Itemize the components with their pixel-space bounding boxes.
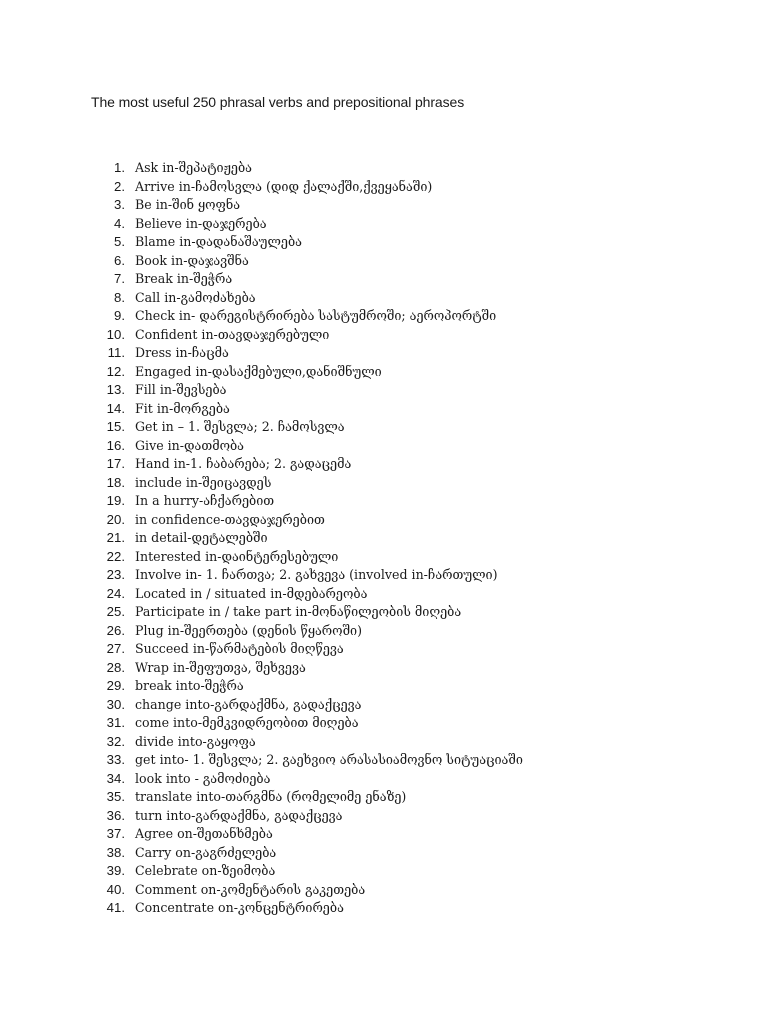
list-item (0, 899, 768, 918)
list-item-text: translate into-თარგმნა (რომელიმე ენაზე) (135, 789, 407, 804)
list-item-number: 12. (106, 363, 125, 379)
list-item-number: 31. (106, 715, 125, 730)
list-item-text: Carry on-გაგრძელება (135, 844, 277, 860)
list-item (0, 363, 768, 382)
list-item (0, 307, 768, 326)
list-item (0, 492, 768, 511)
list-item-text: Blame in-დადანაშაულება (135, 234, 302, 249)
list-item-number: 41. (106, 900, 125, 915)
list-item-number: 28. (106, 659, 125, 675)
list-item-text: Ask in-შეპატიჟება (135, 160, 252, 175)
list-item (0, 289, 768, 308)
list-item-text: Book in-დაჯავშნა (135, 252, 249, 268)
list-item-number: 22. (106, 548, 125, 564)
list-item-text: Dress in-ჩაცმა (135, 345, 229, 360)
list-item (0, 881, 768, 900)
list-item-number: 4. (114, 215, 125, 231)
list-item (0, 233, 768, 252)
list-item-text: Break in-შეჭრა (135, 271, 233, 286)
list-item-text: Agree on-შეთანხმება (135, 826, 273, 841)
list-item (0, 788, 768, 807)
phrase-list (0, 159, 768, 918)
list-item (0, 770, 768, 789)
list-item (0, 196, 768, 215)
list-item (0, 511, 768, 530)
list-item-text: Check in- დარეგისტრირება სასტუმროში; აეროპორტში (135, 308, 497, 323)
list-item-text: Fill in-შევსება (135, 382, 227, 397)
list-item (0, 659, 768, 678)
list-item (0, 400, 768, 419)
list-item (0, 566, 768, 585)
list-item-number: 23. (106, 567, 125, 582)
list-item-text: Believe in-დაჯერება (135, 215, 267, 231)
list-item-text: in detail-დეტალებში (135, 530, 268, 545)
list-item (0, 437, 768, 456)
list-item (0, 751, 768, 770)
list-item-number: 24. (106, 585, 125, 601)
list-item-number: 19. (106, 493, 125, 508)
list-item-number: 29. (106, 678, 125, 693)
list-item-number: 9. (114, 308, 125, 323)
list-item-text: Fit in-მორგება (135, 400, 230, 416)
list-item-number: 40. (106, 881, 125, 897)
list-item-number: 39. (106, 863, 125, 878)
list-item-text: Succeed in-წარმატების მიღწევა (135, 641, 344, 656)
list-item (0, 585, 768, 604)
list-item-number: 38. (106, 844, 125, 860)
list-item (0, 215, 768, 234)
list-item-text: break into-შეჭრა (135, 678, 244, 693)
list-item (0, 326, 768, 345)
list-item (0, 381, 768, 400)
list-item (0, 548, 768, 567)
list-item-number: 15. (106, 419, 125, 434)
list-item (0, 603, 768, 622)
list-item (0, 640, 768, 659)
list-item-number: 32. (106, 733, 125, 749)
list-item (0, 622, 768, 641)
list-item (0, 807, 768, 826)
list-item-number: 30. (106, 696, 125, 712)
list-item (0, 844, 768, 863)
list-item (0, 862, 768, 881)
list-item (0, 252, 768, 271)
list-item-number: 18. (106, 474, 125, 490)
list-item-number: 26. (106, 622, 125, 638)
list-item-number: 6. (114, 252, 125, 268)
list-item-number: 2. (114, 178, 125, 194)
list-item-text: divide into-გაყოფა (135, 733, 256, 749)
list-item-number: 16. (106, 437, 125, 453)
list-item-text: Wrap in-შეფუთვა, შეხვევა (135, 659, 306, 675)
list-item-text: Confident in-თავდაჯერებული (135, 326, 330, 342)
list-item-text: Arrive in-ჩამოსვლა (დიდ ქალაქში,ქვეყანაში) (135, 178, 433, 194)
list-item-text: Concentrate on-კონცენტრირება (135, 900, 344, 915)
list-item-text: get into- 1. შესვლა; 2. გაეხვიო არასასიამოვნო სიტუაციაში (135, 752, 523, 767)
list-item (0, 677, 768, 696)
list-item (0, 733, 768, 752)
list-item-number: 3. (114, 197, 125, 212)
list-item-text: Be in-შინ ყოფნა (135, 197, 241, 212)
list-item-number: 21. (106, 530, 125, 545)
list-item-text: Celebrate on-ზეიმობა (135, 863, 276, 878)
list-item-text: look into - გამოძიება (135, 770, 271, 786)
list-item (0, 714, 768, 733)
list-item-text: come into-მემკვიდრეობით მიღება (135, 715, 359, 730)
list-item (0, 455, 768, 474)
list-item-number: 27. (106, 641, 125, 656)
list-item (0, 178, 768, 197)
list-item-text: include in-შეიცავდეს (135, 474, 272, 490)
list-item-text: Interested in-დაინტერესებული (135, 548, 339, 564)
list-item-text: Call in-გამოძახება (135, 289, 256, 305)
list-item-text: Involve in- 1. ჩართვა; 2. გახვევა (involved in-ჩართული) (135, 567, 498, 582)
list-item-text: Get in – 1. შესვლა; 2. ჩამოსვლა (135, 419, 345, 434)
list-item (0, 344, 768, 363)
list-item-text: Plug in-შეერთება (დენის წყაროში) (135, 622, 363, 638)
list-item (0, 529, 768, 548)
list-item (0, 474, 768, 493)
list-item-text: turn into-გარდაქმნა, გადაქცევა (135, 807, 343, 823)
list-item-number: 34. (106, 770, 125, 786)
list-item-number: 14. (106, 400, 125, 416)
list-item (0, 159, 768, 178)
list-item (0, 696, 768, 715)
list-item-number: 11. (107, 345, 125, 360)
list-item-text: in confidence-თავდაჯერებით (135, 511, 325, 527)
list-item-number: 17. (106, 456, 125, 471)
list-item (0, 825, 768, 844)
list-item-number: 20. (106, 511, 125, 527)
list-item-text: Engaged in-დასაქმებული,დანიშნული (135, 363, 382, 379)
list-item-number: 13. (106, 382, 125, 397)
list-item-number: 1. (114, 160, 125, 175)
list-item-number: 35. (106, 789, 125, 804)
list-item-number: 10. (106, 326, 125, 342)
list-item-number: 36. (106, 807, 125, 823)
list-item-text: change into-გარდაქმნა, გადაქცევა (135, 696, 362, 712)
list-item-number: 25. (106, 604, 125, 619)
list-item-text: Hand in-1. ჩაბარება; 2. გადაცემა (135, 456, 352, 471)
list-item-text: Located in / situated in-მდებარეობა (135, 585, 368, 601)
document-title: The most useful 250 phrasal verbs and prepositional phrases (91, 94, 465, 110)
list-item-text: Participate in / take part in-მონაწილეობის მიღება (135, 604, 462, 619)
list-item (0, 270, 768, 289)
list-item-text: Give in-დათმობა (135, 437, 244, 453)
list-item-number: 33. (106, 752, 125, 767)
list-item-number: 37. (106, 826, 125, 841)
list-item-number: 8. (114, 289, 125, 305)
list-item-number: 7. (114, 271, 125, 286)
list-item-text: Comment on-კომენტარის გაკეთება (135, 881, 366, 897)
list-item-number: 5. (114, 234, 125, 249)
list-item (0, 418, 768, 437)
list-item-text: In a hurry-აჩქარებით (135, 493, 275, 508)
